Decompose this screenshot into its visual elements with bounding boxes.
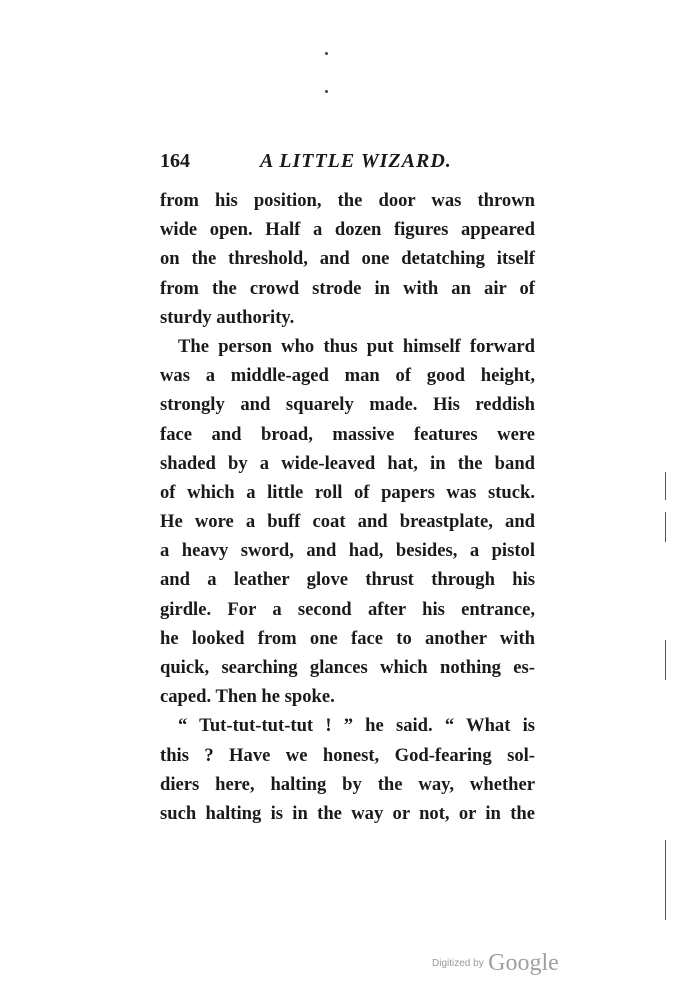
page-number: 164 [160,150,190,172]
text-line: he looked from one face to another with [160,627,535,649]
text-line: girdle. For a second after his entrance, [160,598,535,620]
text-line: on the threshold, and one detatching itself [160,248,535,270]
page-edge-mark [665,640,666,680]
text-line: “ Tut-tut-tut-tut ! ” he said. “ What is [178,715,535,737]
page-edge-mark [665,840,666,920]
text-line: was a middle-aged man of good height, [160,365,535,387]
text-line: quick, searching glances which nothing es- [160,657,535,678]
text-line: of which a little roll of papers was stuck. [160,481,535,503]
body-text [160,186,535,828]
watermark-brand: Google [488,950,559,976]
text-line: shaded by a wide-leaved hat, in the band [160,452,535,474]
text-line: such halting is in the way or not, or in the [160,802,535,824]
text-line: this ? Have we honest, God-fearing sol- [160,744,535,766]
watermark-prefix: Digitized by [432,958,484,969]
ink-speck [325,90,328,93]
text-line: sturdy authority. [160,306,295,328]
text-line: The person who thus put himself forward [178,335,535,357]
text-line: diers here, halting by the way, whether [160,773,535,795]
text-line: strongly and squarely made. His reddish [160,394,535,416]
text-line: from his position, the door was thrown [160,190,535,211]
text-line: from the crowd strode in with an air of [160,277,535,299]
page-edge-mark [665,512,666,542]
text-line: He wore a buff coat and breastplate, and [160,511,535,533]
text-line: caped. Then he spoke. [160,686,335,708]
text-line: and a leather glove thrust through his [160,569,535,591]
ink-speck [325,52,328,55]
text-line: face and broad, massive features were [160,423,535,445]
text-line: wide open. Half a dozen figures appeared [160,219,535,241]
digitization-watermark [432,950,559,980]
running-head [160,150,540,180]
running-title: A LITTLE WIZARD. [260,150,452,172]
page-edge-mark [665,472,666,500]
text-line: a heavy sword, and had, besides, a pistol [160,540,535,562]
